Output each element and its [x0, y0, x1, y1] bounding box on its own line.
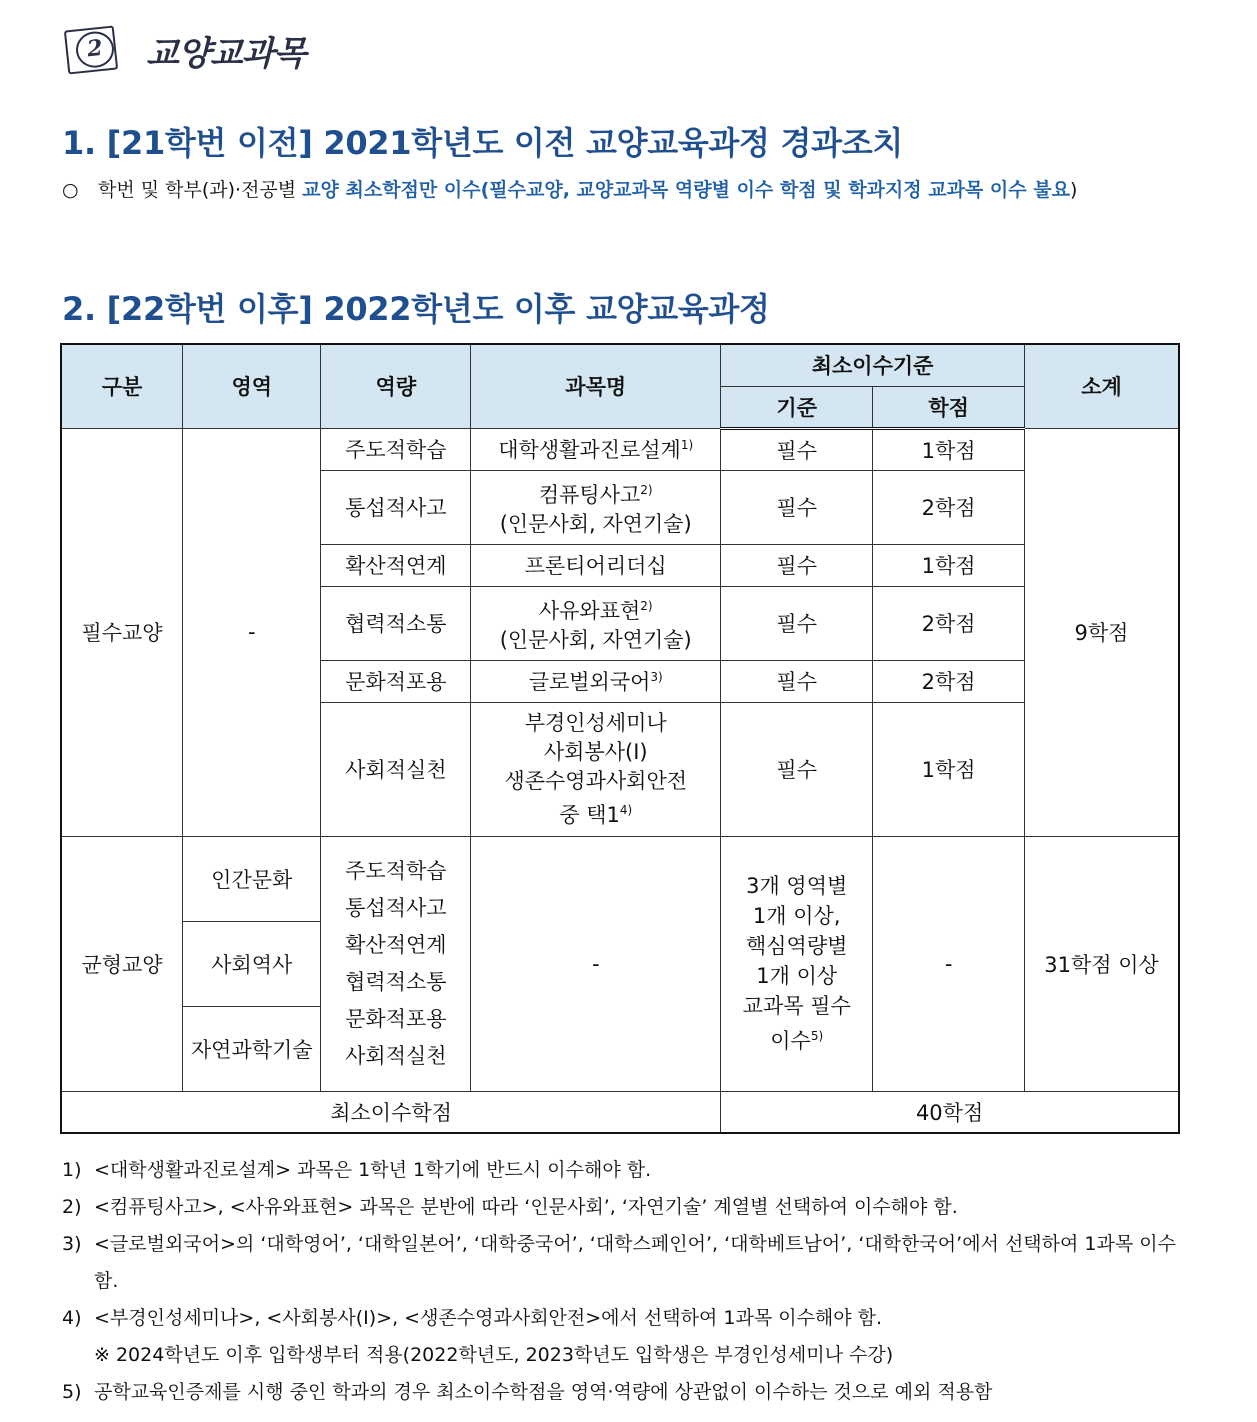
standard-cell: 필수	[721, 702, 873, 836]
competency-cell: 협력적소통	[321, 586, 471, 660]
footnote-item: 3) <글로벌외국어>의 ‘대학영어’, ‘대학일본어’, ‘대학중국어’, ‘대학스페인어’, ‘대학베트남어’, ‘대학한국어’에서 선택하여 1과목 이수함.	[62, 1233, 1176, 1292]
table-footer-row	[61, 1091, 1179, 1133]
standard-cell: 필수	[721, 428, 873, 470]
required-subtotal: 9학점	[1025, 428, 1180, 836]
table-row	[61, 428, 1179, 470]
header-gubun: 구분	[61, 344, 183, 428]
area-cell: 자연과학기술	[183, 1006, 321, 1091]
header-subtotal: 소계	[1025, 344, 1180, 428]
header-subject: 과목명	[471, 344, 721, 428]
section1-bullet	[62, 172, 1184, 208]
balanced-subject: -	[471, 836, 721, 1091]
table-row	[61, 836, 1179, 921]
subject-cell: 컴퓨팅사고$^{2)}$ (인문사회, 자연기술)	[471, 470, 721, 544]
footnote-item: 5) 공학교육인증제를 시행 중인 학과의 경우 최소이수학점을 영역·역량에 상관없이 이수하는 것으로 예외 적용함	[62, 1381, 993, 1403]
badge-title: 교양교과목	[146, 34, 306, 74]
competency-cell: 확산적연계	[321, 544, 471, 586]
competency-cell: 사회적실천	[321, 702, 471, 836]
standard-cell: 필수	[721, 660, 873, 702]
badge-box	[64, 26, 118, 75]
subject-cell: 사유와표현$^{2)}$ (인문사회, 자연기술)	[471, 586, 721, 660]
credits-cell: 2학점	[873, 586, 1025, 660]
balanced-label: 균형교양	[61, 836, 183, 1091]
competency-cell: 주도적학습	[321, 428, 471, 470]
subject-cell: 글로벌외국어$^{3)}$	[471, 660, 721, 702]
footer-value: 40학점	[721, 1091, 1179, 1133]
header-credits: 학점	[873, 386, 1025, 428]
footnote-item: 2) <컴퓨팅사고>, <사유와표현> 과목은 분반에 따라 ‘인문사회’, ‘자연기술’ 계열별 선택하여 이수해야 함.	[62, 1196, 958, 1218]
standard-cell: 필수	[721, 470, 873, 544]
subject-cell: 프론티어리더십	[471, 544, 721, 586]
credits-cell: 2학점	[873, 470, 1025, 544]
credits-cell: 1학점	[873, 544, 1025, 586]
balanced-subtotal: 31학점 이상	[1025, 836, 1180, 1091]
subject-cell: 부경인성세미나 사회봉사(Ⅰ) 생존수영과사회안전 중 택1$^{4)}$	[471, 702, 721, 836]
footer-label: 최소이수학점	[61, 1091, 721, 1133]
balanced-competencies: 주도적학습 통섭적사고 확산적연계 협력적소통 문화적포용 사회적실천	[321, 836, 471, 1091]
credits-cell: 1학점	[873, 428, 1025, 470]
area-cell: 사회역사	[183, 921, 321, 1006]
bullet-text: 학번 및 학부(과)·전공별 교양 최소학점만 이수(필수교양, 교양교과목 역량별 이수 학점 및 학과지정 교과목 이수 불요)	[98, 179, 1078, 201]
standard-cell: 필수	[721, 544, 873, 586]
required-area: -	[183, 428, 321, 836]
section1-title: 1. [21학번 이전] 2021학년도 이전 교양교육과정 경과조치	[62, 124, 903, 162]
section-badge	[66, 22, 326, 82]
header-area: 영역	[183, 344, 321, 428]
table-header-row	[61, 344, 1179, 386]
section2-title: 2. [22학번 이후] 2022학년도 이후 교양교육과정	[62, 290, 770, 328]
credits-cell: 2학점	[873, 660, 1025, 702]
competency-cell: 문화적포용	[321, 660, 471, 702]
standard-cell: 필수	[721, 586, 873, 660]
credits-cell: 1학점	[873, 702, 1025, 836]
balanced-standard: 3개 영역별 1개 이상, 핵심역량별 1개 이상 교과목 필수 이수$^{5)}$	[721, 836, 873, 1091]
curriculum-table	[60, 343, 1180, 1134]
badge-number: 2	[74, 30, 116, 70]
footnotes	[62, 1152, 1184, 1411]
header-min-criteria: 최소이수기준	[721, 344, 1025, 386]
required-label: 필수교양	[61, 428, 183, 836]
balanced-credits: -	[873, 836, 1025, 1091]
footnote-item: 1) <대학생활과진로설계> 과목은 1학년 1학기에 반드시 이수해야 함.	[62, 1159, 652, 1181]
footnote-sub: ※ 2024학년도 이후 입학생부터 적용(2022학년도, 2023학년도 입학생은 부경인성세미나 수강)	[94, 1344, 894, 1366]
competency-cell: 통섭적사고	[321, 470, 471, 544]
header-standard: 기준	[721, 386, 873, 428]
header-competency: 역량	[321, 344, 471, 428]
area-cell: 인간문화	[183, 836, 321, 921]
bullet-circle-icon: ○	[62, 179, 79, 201]
subject-cell: 대학생활과진로설계$^{1)}$	[471, 428, 721, 470]
footnote-item: 4) <부경인성세미나>, <사회봉사(Ⅰ)>, <생존수영과사회안전>에서 선택하여 1과목 이수해야 함. ※ 2024학년도 이후 입학생부터 적용(2022학년도, 2023학년도 입학생은 부경인성세미나 수강)	[62, 1300, 1184, 1374]
